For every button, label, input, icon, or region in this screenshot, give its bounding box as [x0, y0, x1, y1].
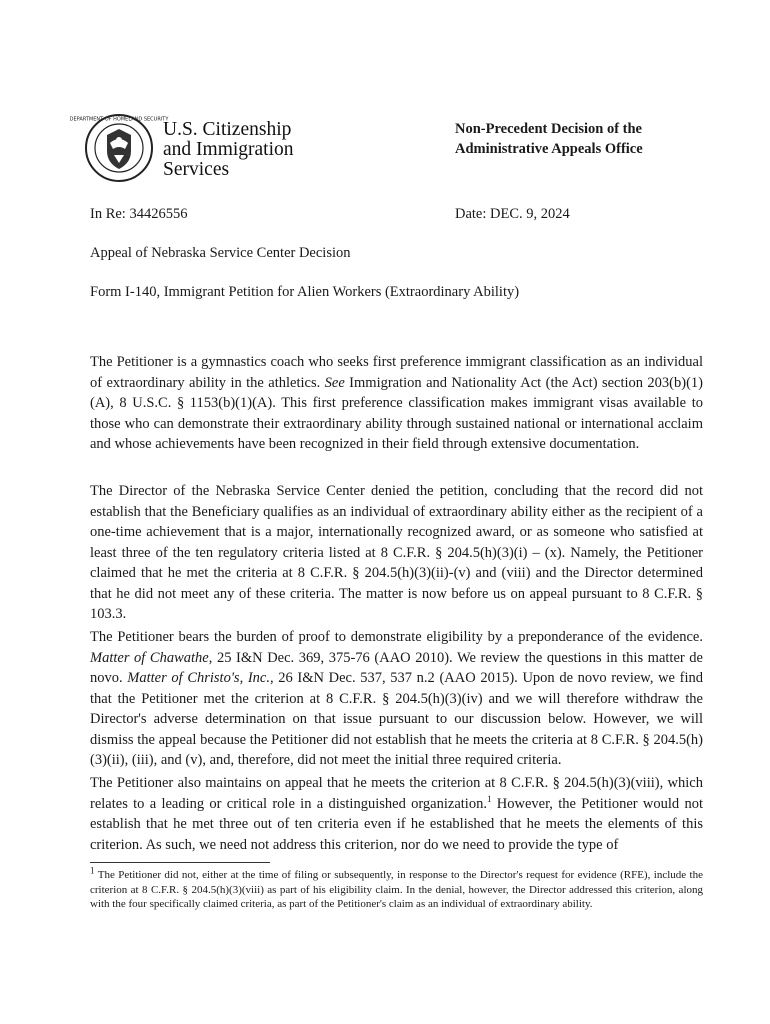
decision-type [455, 119, 643, 159]
case-citation-chawathe: Matter of Chawathe [90, 649, 209, 666]
decision-line-2: Administrative Appeals Office [455, 141, 643, 157]
agency-line-3: Services [163, 159, 230, 180]
footnote-divider [90, 862, 270, 863]
footnote-reference[interactable]: 1 [486, 793, 492, 804]
paragraph-1: The Petitioner is a gymnastics coach who seeks first preference immigrant classification as an individual of extraordinary ability in the athletics. See Immigration and Nationality Act (the Act) section 203(b)(1)(A), 8 U.S.C. § 1153(b)(1)(A). This first preference classification makes immigrant visas available to those who can demonstrate their extraordinary ability through sustained national or international acclaim and whose achievements have been recognized in their field through extensive documentation. [90, 354, 703, 452]
agency-line-2: and Immigration [163, 139, 294, 160]
paragraph-3: The Petitioner bears the burden of proof to demonstrate eligibility by a preponderance of the evidence. Matter of Chawathe, 25 I&N Dec. 369, 375-76 (AAO 2010). We review the questions in this matter de novo. Matter of Christo's, Inc., 26 I&N Dec. 537, 537 n.2 (AAO 2015). Upon de novo review, we find that the Petitioner met the criterion at 8 C.F.R. § 204.5(h)(3)(iv) and we will therefore withdraw the Director's adverse determination on that issue pursuant to our discussion below. However, we will dismiss the appeal because the Petitioner did not establish that he meets the criteria at 8 C.F.R. § 204.5(h)(3)(ii), (iii), and (v), and, therefore, did not meet the initial three required criteria. [90, 629, 704, 768]
decision-date: Date: DEC. 9, 2024 [455, 206, 570, 222]
decision-line-1: Non-Precedent Decision of the [455, 121, 642, 137]
footnote-1: $^1$ The Petitioner did not, either at the time of filing or subsequently, in response to the Director's request for evidence (RFE), include the criterion at 8 C.F.R. § 204.5(h)(3)(viii) as part of his eligibility claim. In the denial, however, the Director addressed this criterion, along with the four specifically claimed criteria, as part of the Petitioner's claim as an individual of extraordinary ability. [90, 865, 703, 910]
case-citation-christos: Matter of Christo's, Inc. [127, 670, 270, 686]
paragraph-2: The Director of the Nebraska Service Center denied the petition, concluding that the record did not establish that the Beneficiary qualifies as an individual of extraordinary ability either as the recipient of a one-time achievement that is a major, internationally recognized award, or as someone who satisfied at least three of the ten regulatory criteria listed at 8 C.F.R. § 204.5(h)(3)(i) – (x). Namely, the Petitioner claimed that he met the criteria at 8 C.F.R. § 204.5(h)(3)(ii)-(v) and (viii) and the Director determined that he did not meet any of these criteria. The matter is now before us on appeal pursuant to 8 C.F.R. § 103.3. [90, 483, 703, 622]
case-number: In Re: 34426556 [90, 206, 188, 222]
dhs-seal-icon [69, 113, 169, 183]
see-signal: See [324, 374, 345, 391]
agency-line-1: U.S. Citizenship [163, 119, 292, 140]
seal-text: DEPARTMENT OF HOMELAND SECURITY [69, 116, 169, 123]
footnote-number: 1 [90, 865, 95, 876]
agency-name [163, 120, 294, 180]
paragraph-4: The Petitioner also maintains on appeal that he meets the criterion at 8 C.F.R. § 204.5(h)(3)(viii), which relates to a leading or critical role in a distinguished organization.$^1$ However, the Petitioner would not establish that he met three out of ten criteria even if he established that he meets the elements of this criterion. As such, we need not address this criterion, nor do we need to provide the type of [90, 775, 703, 853]
form-line: Form I-140, Immigrant Petition for Alien Workers (Extraordinary Ability) [90, 284, 520, 300]
appeal-line: Appeal of Nebraska Service Center Decision [90, 245, 351, 261]
